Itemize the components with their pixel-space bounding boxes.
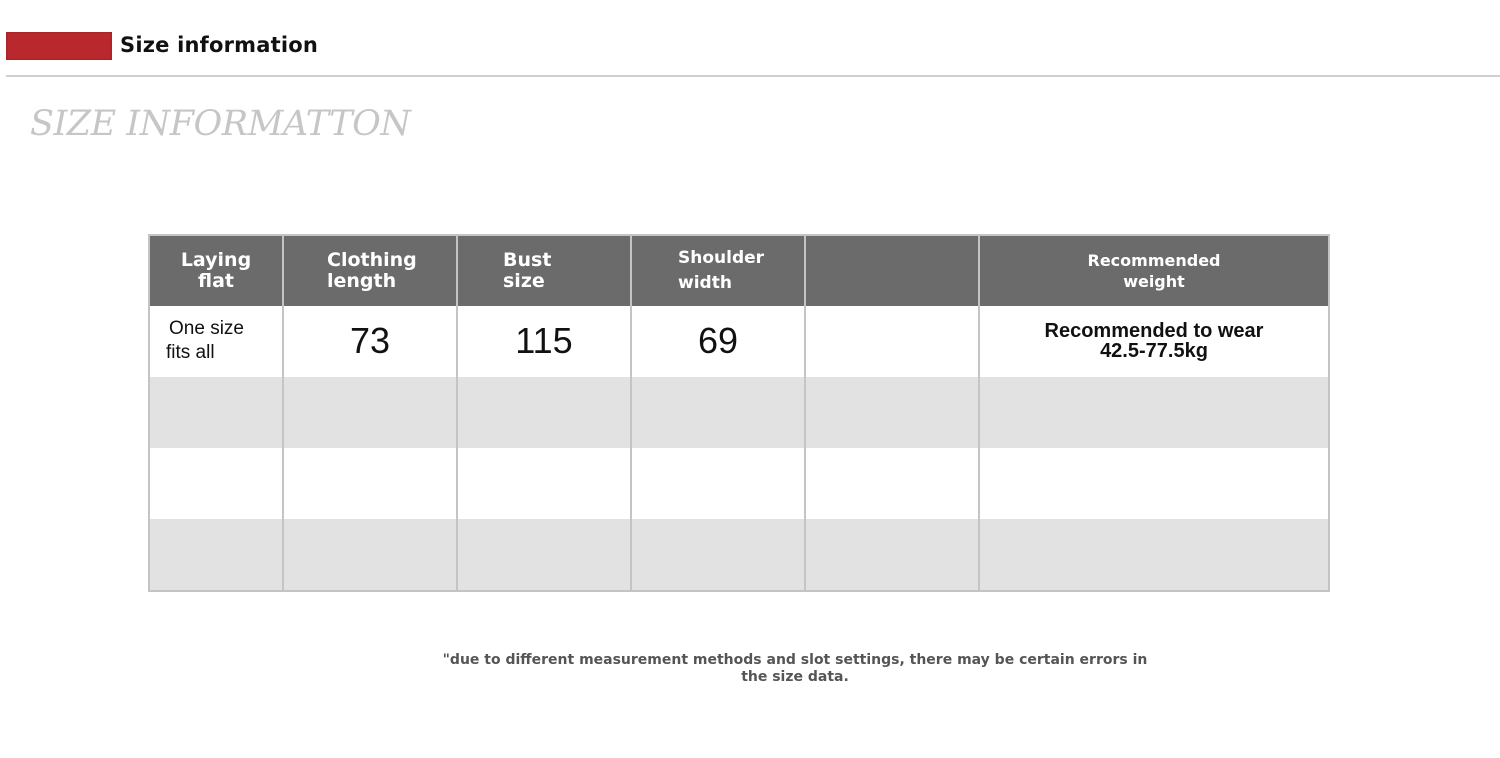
empty-cell <box>631 377 805 448</box>
table-row-empty <box>149 377 1329 448</box>
cell-bust-size: 115 <box>457 306 631 377</box>
empty-cell <box>283 377 457 448</box>
header-shoulder-width-line2: width <box>678 273 732 293</box>
cell-recommended-weight-line1: Recommended to wear <box>1044 320 1264 343</box>
empty-cell <box>979 448 1329 519</box>
table-header-row <box>149 235 1329 306</box>
header-shoulder-width <box>631 235 805 306</box>
empty-cell <box>457 448 631 519</box>
header-shoulder-width-line1: Shoulder <box>678 248 765 268</box>
header-recommended-weight-line1: Recommended <box>1087 251 1221 270</box>
header-clothing-length-line2: length <box>327 270 397 292</box>
empty-cell <box>805 377 979 448</box>
empty-cell <box>805 448 979 519</box>
header-clothing-length-line1: Clothing <box>327 249 417 271</box>
header-divider <box>6 75 1500 77</box>
header-laying-flat-line1: Laying <box>180 249 252 271</box>
empty-cell <box>149 377 283 448</box>
section-watermark-title: SIZE INFORMATTON <box>30 104 411 144</box>
header-bust-size-line1: Bust <box>503 249 552 271</box>
header-recommended-weight-line2: weight <box>1123 272 1185 291</box>
measurement-disclaimer: "due to different measurement methods and slot settings, there may be certain errors in the size data. <box>442 652 1148 685</box>
empty-cell <box>149 448 283 519</box>
empty-cell <box>805 519 979 591</box>
cell-recommended-weight-line2: 42.5-77.5kg <box>1100 340 1208 363</box>
cell-size-line1: One size <box>169 318 244 340</box>
cell-recommended-weight <box>979 306 1329 377</box>
header-laying-flat <box>149 235 283 306</box>
empty-cell <box>631 448 805 519</box>
header-clothing-length <box>283 235 457 306</box>
cell-clothing-length: 73 <box>283 306 457 377</box>
empty-cell <box>283 519 457 591</box>
empty-cell <box>149 519 283 591</box>
header-accent-bar <box>6 32 112 60</box>
empty-cell <box>979 519 1329 591</box>
page-title: Size information <box>120 33 319 57</box>
table-row-empty <box>149 519 1329 591</box>
empty-cell <box>979 377 1329 448</box>
cell-size-line2: fits all <box>166 342 215 364</box>
header-recommended-weight <box>979 235 1329 306</box>
empty-cell <box>457 377 631 448</box>
header-bust-size-line2: size <box>503 270 545 292</box>
table-row <box>149 306 1329 377</box>
table-row-empty <box>149 448 1329 519</box>
header-blank <box>805 235 979 306</box>
cell-size <box>149 306 283 377</box>
empty-cell <box>457 519 631 591</box>
header-bust-size <box>457 235 631 306</box>
empty-cell <box>283 448 457 519</box>
header-laying-flat-line2: flat <box>198 270 234 292</box>
empty-cell <box>631 519 805 591</box>
size-table <box>148 234 1330 592</box>
cell-blank <box>805 306 979 377</box>
cell-shoulder-width: 69 <box>631 306 805 377</box>
